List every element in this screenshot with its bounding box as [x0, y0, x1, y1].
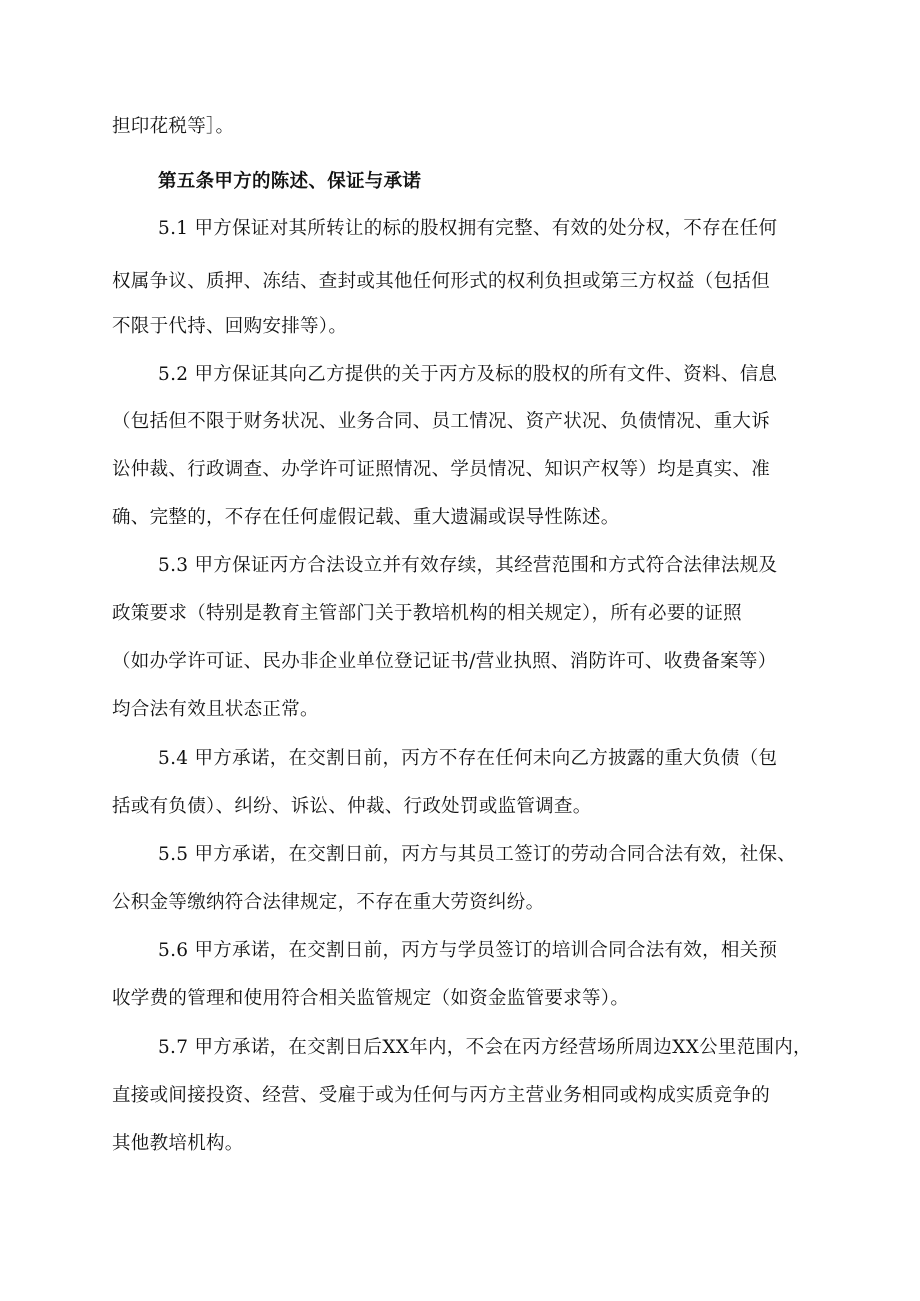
heading-text: 第五条甲方的陈述、保证与承诺	[158, 171, 422, 192]
line-text: 担印花税等］。	[112, 116, 235, 137]
paragraph-line	[0, 787, 920, 827]
line-text: （包括但不限于财务状况、业务合同、员工情况、资产状况、负债情况、重大诉	[112, 411, 771, 432]
paragraph-line	[0, 642, 920, 682]
line-text: 收学费的管理和使用符合相关监管规定（如资金监管要求等）。	[112, 988, 630, 1009]
line-text: 5.1 甲方保证对其所转让的标的股权拥有完整、有效的处分权，不存在任何	[158, 218, 778, 239]
paragraph-line	[0, 107, 920, 147]
line-text: 不限于代持、回购安排等）。	[112, 316, 348, 337]
line-text: 5.6 甲方承诺，在交割日前，丙方与学员签订的培训合同合法有效，相关预	[158, 940, 778, 961]
paragraph-line	[0, 979, 920, 1019]
line-text: 确、完整的，不存在任何虚假记载、重大遗漏或误导性陈述。	[112, 507, 620, 528]
line-text: 括或有负债）、纠纷、诉讼、仲裁、行政处罚或监管调查。	[112, 796, 592, 817]
paragraph-line	[0, 307, 920, 347]
line-text: 公积金等缴纳符合法律规定，不存在重大劳资纠纷。	[112, 892, 545, 913]
paragraph-line	[0, 690, 920, 730]
paragraph-line	[0, 1076, 920, 1116]
line-text: 5.3 甲方保证丙方合法设立并有效存续，其经营范围和方式符合法律法规及	[158, 555, 778, 576]
paragraph-line	[0, 402, 920, 442]
line-text: 政策要求（特别是教育主管部门关于教培机构的相关规定），所有必要的证照	[112, 603, 742, 624]
paragraph-line	[0, 931, 920, 971]
paragraph-line	[0, 262, 920, 302]
paragraph-line	[0, 835, 920, 875]
line-text: 讼仲裁、行政调查、办学许可证照情况、学员情况、知识产权等）均是真实、准	[112, 459, 771, 480]
paragraph-line	[0, 546, 920, 586]
paragraph-line	[0, 450, 920, 490]
line-text: 5.2 甲方保证其向乙方提供的关于丙方及标的股权的所有文件、资料、信息	[158, 364, 778, 385]
line-text: 其他教培机构。	[112, 1133, 244, 1154]
paragraph-line	[0, 355, 920, 395]
paragraph-line	[0, 594, 920, 634]
paragraph-line	[0, 209, 920, 249]
paragraph-line	[0, 883, 920, 923]
paragraph-line	[0, 739, 920, 779]
line-text: 5.7 甲方承诺，在交割日后XX年内，不会在丙方经营场所周边XX公里范围内，	[158, 1037, 812, 1058]
paragraph-line	[0, 498, 920, 538]
line-text: （如办学许可证、民办非企业单位登记证书/营业执照、消防许可、收费备案等）	[112, 651, 777, 672]
paragraph-line	[0, 1124, 920, 1164]
article-heading	[0, 162, 920, 202]
line-text: 5.4 甲方承诺，在交割日前，丙方不存在任何未向乙方披露的重大负债（包	[158, 748, 778, 769]
line-text: 直接或间接投资、经营、受雇于或为任何与丙方主营业务相同或构成实质竞争的	[112, 1085, 771, 1106]
line-text: 权属争议、质押、冻结、查封或其他任何形式的权利负担或第三方权益（包括但	[112, 271, 771, 292]
paragraph-line	[0, 1028, 920, 1068]
line-text: 均合法有效且状态正常。	[112, 699, 319, 720]
line-text: 5.5 甲方承诺，在交割日前，丙方与其员工签订的劳动合同合法有效，社保、	[158, 844, 797, 865]
